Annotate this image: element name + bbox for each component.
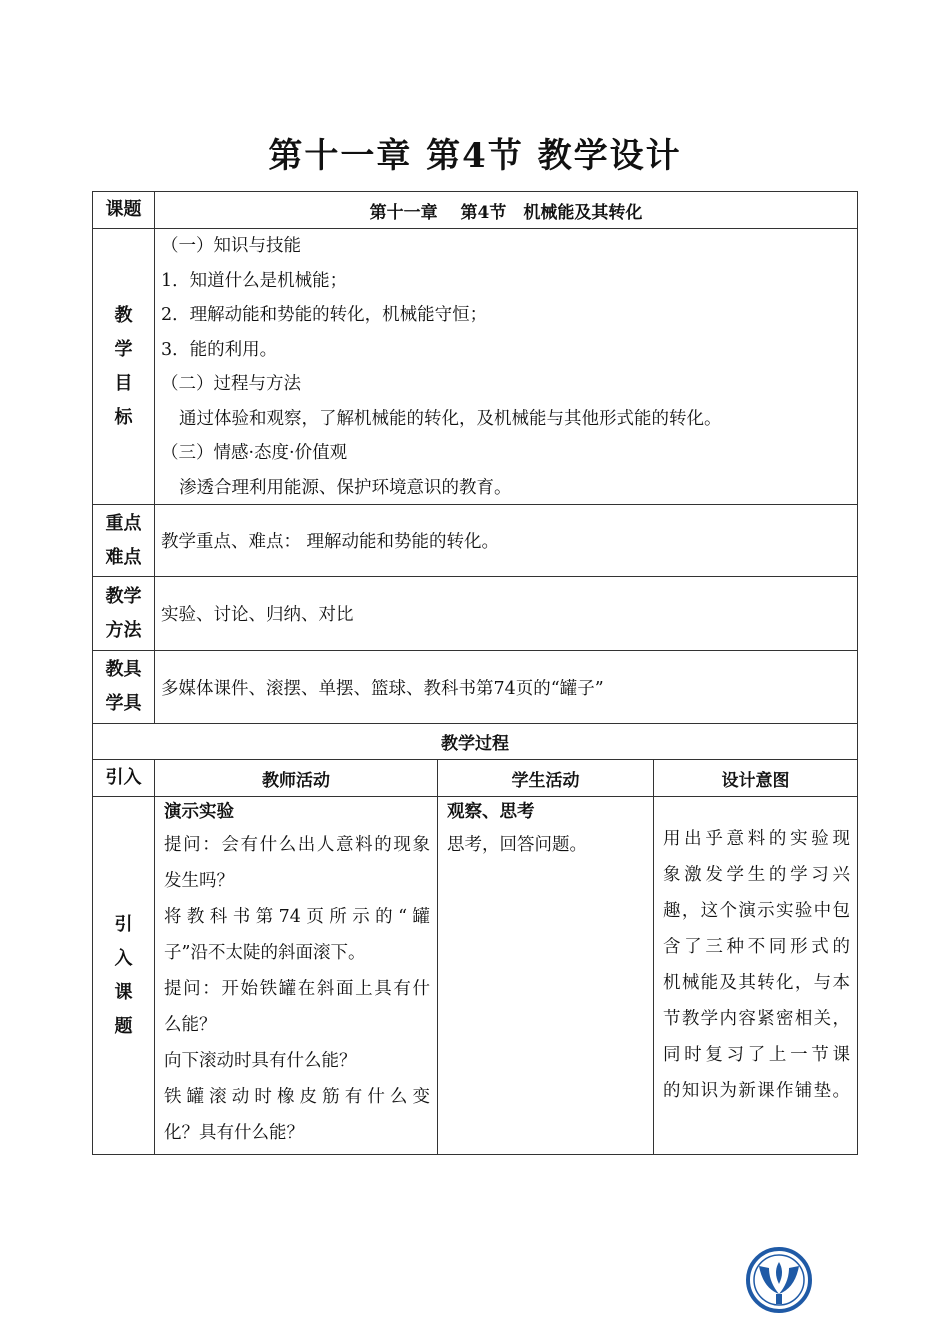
tools-row	[92, 651, 858, 724]
design-intent-line: 象激发学生的学习兴	[663, 865, 850, 885]
lesson-plan-table	[92, 191, 858, 1155]
tools-label-line: 教具	[105, 659, 142, 680]
stage-header: 引入	[93, 760, 155, 796]
key-points-label-line: 难点	[105, 546, 142, 568]
intro-stage-label	[93, 797, 155, 1154]
topic-value: 第十一章 第4节 机械能及其转化	[369, 202, 643, 223]
topic-label: 课题	[93, 192, 155, 228]
goals-line: （一）知识与技能	[161, 236, 301, 256]
tools-value: 多媒体课件、滚摆、单摆、篮球、教科书第74页的“罐子”	[161, 678, 604, 699]
teacher-header: 教师活动	[155, 760, 438, 796]
methods-value: 实验、讨论、归纳、对比	[161, 605, 354, 625]
page-title: 第十一章 第4节 教学设计	[268, 136, 682, 176]
intro-stage-char: 引	[114, 913, 133, 935]
design-intent-line: 同时复习了上一节课	[663, 1045, 850, 1065]
tools-label-line: 学具	[105, 693, 142, 714]
goals-label-char: 目	[114, 372, 133, 394]
goals-label-char: 学	[114, 338, 133, 360]
key-points-value: 教学重点、难点： 理解动能和势能的转化。	[161, 532, 500, 552]
design-intent-line: 的知识为新课作铺垫。	[663, 1081, 850, 1101]
intent-header: 设计意图	[721, 770, 790, 791]
teacher-activity-line: 化？具有什么能？	[164, 1123, 304, 1143]
goals-line: 3．能的利用。	[161, 339, 278, 360]
methods-label	[93, 577, 155, 650]
teacher-activity-line: 么能？	[164, 1015, 217, 1035]
design-intent-line: 趣，这个演示实验中包	[663, 901, 850, 921]
teacher-activity-cell	[155, 797, 438, 1154]
design-intent-cell	[654, 797, 857, 1154]
teacher-activity-line: 提问：开始铁罐在斜面上具有什	[164, 979, 430, 999]
student-activity-title: 观察、思考	[447, 802, 535, 822]
goals-label	[93, 229, 155, 504]
topic-row	[92, 191, 858, 229]
intro-stage-char: 题	[114, 1015, 133, 1037]
student-header: 学生活动	[438, 760, 654, 796]
process-heading-row	[92, 724, 858, 760]
intro-row	[92, 797, 858, 1155]
intro-stage-char: 入	[114, 947, 133, 969]
teacher-activity-line: 向下滚动时具有什么能？	[164, 1051, 357, 1071]
methods-row	[92, 577, 858, 651]
methods-label-line: 方法	[105, 619, 142, 641]
teacher-activity-line: 发生吗？	[164, 871, 234, 891]
key-points-label	[93, 505, 155, 576]
methods-label-line: 教学	[105, 585, 142, 607]
design-intent-line: 节教学内容紧密相关，	[663, 1009, 850, 1029]
intro-stage-char: 课	[114, 981, 133, 1003]
student-activity-text: 思考，回答问题。	[447, 835, 587, 855]
student-activity-cell	[438, 797, 654, 1154]
teacher-activity-title: 演示实验	[164, 802, 234, 822]
process-header-row	[92, 760, 858, 797]
goals-line: （三）情感·态度·价值观	[161, 443, 348, 463]
goals-line: 渗透合理利用能源、保护环境意识的教育。	[179, 477, 512, 498]
goals-label-char: 标	[114, 406, 133, 428]
publisher-logo	[745, 1244, 813, 1316]
design-intent-line: 含了三种不同形式的	[663, 937, 850, 957]
goals-line: 1．知道什么是机械能；	[161, 270, 348, 291]
teacher-activity-line: 铁罐滚动时橡皮筋有什么变	[164, 1087, 430, 1107]
design-intent-line: 机械能及其转化，与本	[663, 973, 850, 993]
goals-content	[155, 229, 857, 504]
key-points-row	[92, 505, 858, 577]
design-intent-line: 用出乎意料的实验现	[663, 829, 850, 849]
goals-row	[92, 229, 858, 505]
tools-label	[93, 651, 155, 723]
goals-line: （二）过程与方法	[161, 374, 301, 394]
key-points-label-line: 重点	[105, 512, 142, 534]
teacher-activity-line: 将教科书第74页所示的“罐	[164, 907, 430, 927]
process-heading: 教学过程	[441, 734, 509, 754]
goals-line: 2．理解动能和势能的转化，机械能守恒；	[161, 305, 488, 325]
goals-line: 通过体验和观察，了解机械能的转化，及机械能与其他形式能的转化。	[179, 408, 722, 429]
teacher-activity-line: 子”沿不太陡的斜面滚下。	[164, 943, 366, 963]
teacher-activity-line: 提问：会有什么出人意料的现象	[164, 835, 430, 855]
goals-label-char: 教	[114, 304, 133, 326]
